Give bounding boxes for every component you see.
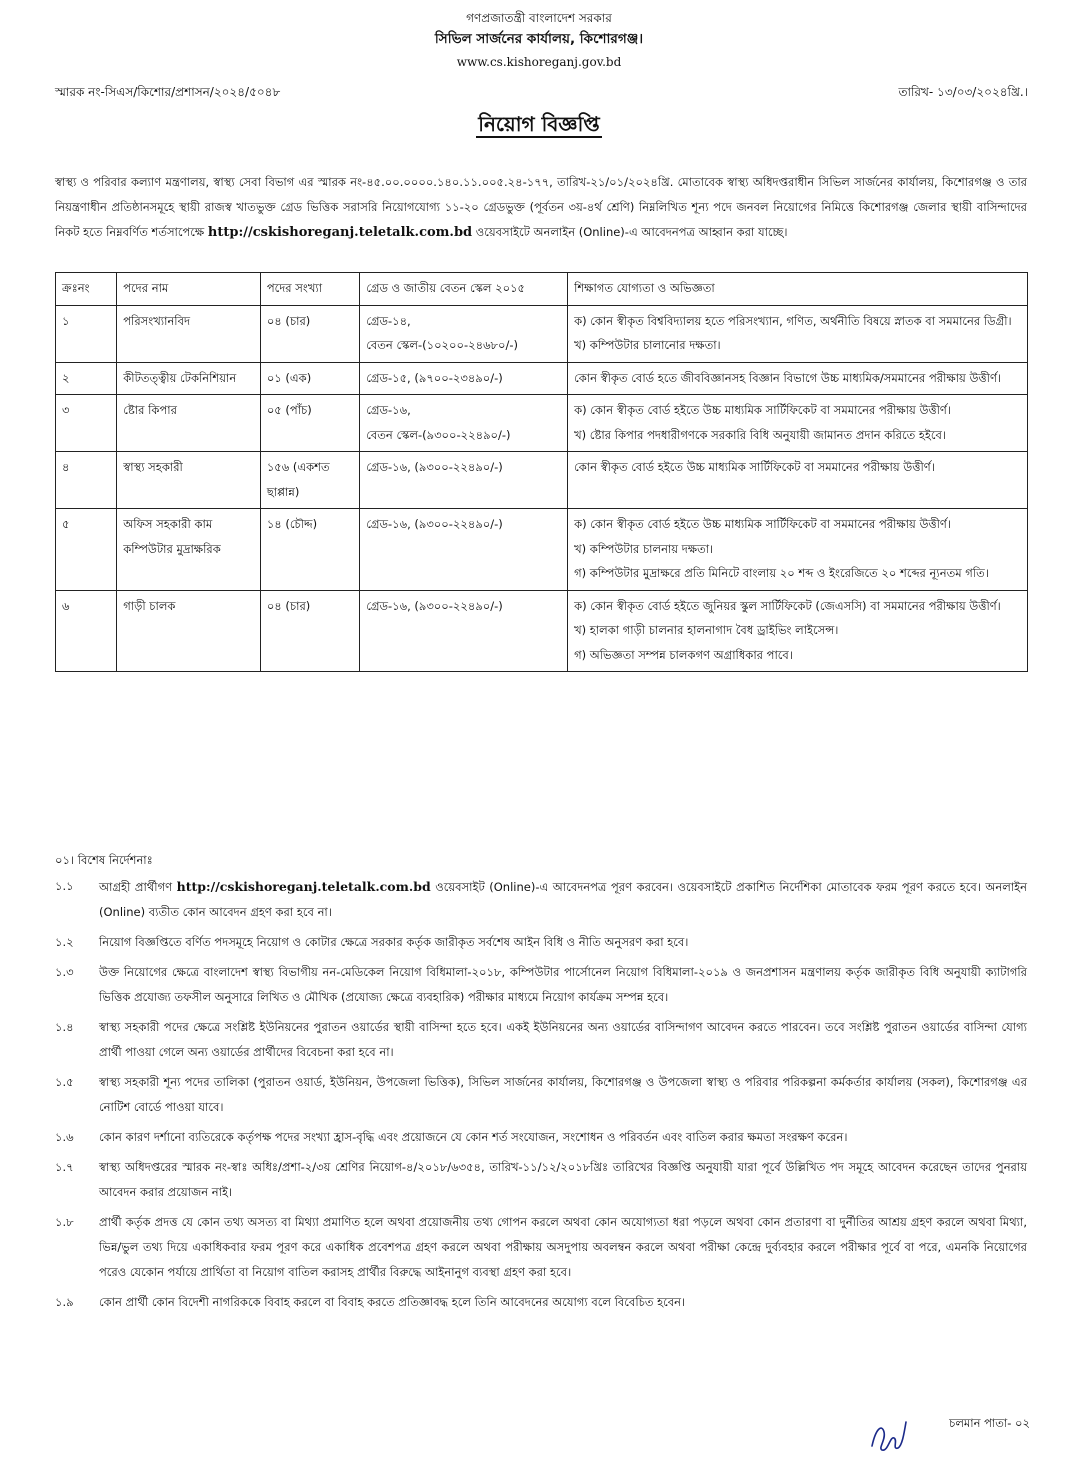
item-text: কোন কারণ দর্শানো ব্যতিরেকে কর্তৃপক্ষ পদের সংখ্যা হ্রাস-বৃদ্ধি এবং প্রয়োজনে যে কোন শর্ত সংযোজন, সংশোধন ও পরিবর্তন এবং বাতিল করার ক্ষমতা সংরক্ষণ করেন। — [99, 1130, 848, 1144]
qualification-line: খ) কম্পিউটার চালানোর দক্ষতা। — [574, 338, 721, 352]
item-number: ১.৭ — [55, 1160, 74, 1174]
grade-line: গ্রেড-১৫, (৯৭০০-২৩৪৯০/-) — [366, 370, 503, 385]
col-post: পদের নাম — [117, 273, 261, 306]
grade-line: গ্রেড-১৪, — [366, 313, 411, 328]
qualification-line: কোন স্বীকৃত বোর্ড হইতে উচ্চ মাধ্যমিক সার্টিফিকেট বা সমমানের পরীক্ষায় উত্তীর্ণ। — [574, 460, 935, 474]
table-row — [56, 362, 1028, 395]
instruction-list — [55, 874, 1027, 1320]
grade-line: গ্রেড-১৬, (৯৩০০-২২৪৯০/-) — [366, 598, 503, 613]
qualification-line: ক) কোন স্বীকৃত বোর্ড হইতে উচ্চ মাধ্যমিক সার্টিফিকেট বা সমমানের পরীক্ষায় উত্তীর্ণ। — [574, 403, 951, 417]
list-item — [55, 1070, 1027, 1120]
signature-icon — [868, 1418, 908, 1454]
list-item — [55, 930, 1027, 955]
list-item — [55, 1015, 1027, 1065]
item-number: ১.৬ — [55, 1130, 74, 1144]
table-row — [56, 590, 1028, 672]
row-count: ১৪ (চৌদ্দ) — [260, 509, 359, 591]
notice-title: নিয়োগ বিজ্ঞপ্তি — [478, 112, 600, 136]
col-qualification: শিক্ষাগত যোগ্যতা ও অভিজ্ঞতা — [568, 273, 1028, 306]
grade-line: গ্রেড-১৬, — [366, 403, 411, 417]
table-row — [56, 452, 1028, 509]
row-count: ১৫৬ (একশত ছাপ্পান্ন) — [260, 452, 359, 509]
item-text: নিয়োগ বিজ্ঞপ্তিতে বর্ণিত পদসমূহে নিয়োগ ও কোটার ক্ষেত্রে সরকার কর্তৃক জারীকৃত সর্বশেষ আইন বিধি ও নীতি অনুসরণ করা হবে। — [99, 935, 689, 949]
row-serial: ৩ — [56, 395, 117, 452]
list-item — [55, 960, 1027, 1010]
list-item — [55, 874, 1027, 925]
item-text: স্বাস্থ্য সহকারী শূন্য পদের তালিকা (পুরাতন ওয়ার্ড, ইউনিয়ন, উপজেলা ভিত্তিক), সিভিল সার্জনের কার্যালয়, কিশোরগঞ্জ ও উপজেলা স্বাস্থ্য ও পরিবার পরিকল্পনা কর্মকর্তার কার্যালয় (সকল), কিশোরগঞ্জ এর নোটিশ বোর্ডে পাওয়া যাবে। — [99, 1075, 1027, 1114]
row-grade — [360, 305, 568, 362]
table-header-row — [56, 273, 1028, 306]
row-post: অফিস সহকারী কাম কম্পিউটার মুদ্রাক্ষরিক — [117, 509, 261, 591]
list-item — [55, 1155, 1027, 1205]
qualification-line: ক) কোন স্বীকৃত বোর্ড হইতে জুনিয়র স্কুল সার্টিফিকেট (জেএসসি) বা সমমানের পরীক্ষায় উত্তীর্ণ। — [574, 598, 1001, 613]
row-qualification — [568, 509, 1028, 591]
qualification-line: গ) কম্পিউটার মুদ্রাক্ষরে প্রতি মিনিটে বাংলায় ২০ শব্দ ও ইংরেজিতে ২০ শব্দের ন্যূনতম গতি। — [574, 566, 989, 580]
row-grade — [360, 395, 568, 452]
intro-text-1: স্বাস্থ্য ও পরিবার কল্যাণ মন্ত্রণালয়, স্বাস্থ্য সেবা বিভাগ এর স্মারক নং-৪৫.০০.০০০০.১৪০.১১.০০৫.২৪-১৭৭, তারিখ-২১/০১/২০২৪খ্রি. মোতাবেক স্বাস্থ্য অধিদপ্তরাধীন সিভিল সার্জনের কার্যালয়, কিশোরগঞ্জ ও তার নিয়ন্ত্রণাধীন প্রতিষ্ঠানসমূহে স্থায়ী রাজস্ব খাতভুক্ত গ্রেড ভিত্তিক সরাসরি নিয়োগযোগ্য ১১-২০ গ্রেডভুক্ত (পূর্বতন ৩য়-৪র্থ শ্রেণি) নিম্নলিখিত শূন্য পদে জনবল নিয়োগের নিমিত্তে কিশোরগঞ্জ জেলার স্থায়ী বাসিন্দাদের নিকট হতে নিম্নবর্ণিত শর্তসাপেক্ষে — [55, 175, 1027, 239]
row-grade — [360, 362, 568, 395]
item-text: স্বাস্থ্য সহকারী পদের ক্ষেত্রে সংশ্লিষ্ট ইউনিয়নের পুরাতন ওয়ার্ডের স্থায়ী বাসিন্দা হতে হবে। একই ইউনিয়নের অন্য ওয়ার্ডের বাসিন্দাগণ আবেদন করতে পারবেন। তবে সংশ্লিষ্ট পুরাতন ওয়ার্ডের বাসিন্দা যোগ্য প্রার্থী পাওয়া গেলে অন্য ওয়ার্ডের প্রার্থীদের বিবেচনা করা হবে না। — [99, 1020, 1027, 1059]
qualification-line: ক) কোন স্বীকৃত বোর্ড হইতে উচ্চ মাধ্যমিক সার্টিফিকেট বা সমমানের পরীক্ষায় উত্তীর্ণ। — [574, 517, 951, 531]
row-count: ০৫ (পাঁচ) — [260, 395, 359, 452]
row-serial: ৫ — [56, 509, 117, 591]
row-post: ষ্টোর কিপার — [117, 395, 261, 452]
item-text: স্বাস্থ্য অধিদপ্তরের স্মারক নং-স্বাঃ অধিঃ/প্রশা-২/৩য় শ্রেণির নিয়োগ-৪/২০১৮/৬৩৫৪, তারিখ-১১/১২/২০১৮খ্রিঃ তারিখের বিজ্ঞপ্তি অনুযায়ী যারা পূর্বে উল্লিখিত পদ সমূহে আবেদন করেছেন তাদের পুনরায় আবেদন করার প্রয়োজন নাই। — [99, 1160, 1027, 1199]
application-url: http://cskishoreganj.teletalk.com.bd — [207, 225, 473, 240]
row-grade — [360, 590, 568, 672]
item-text — [99, 874, 1027, 925]
item-number: ১.২ — [55, 935, 74, 949]
row-grade — [360, 509, 568, 591]
table-row — [56, 395, 1028, 452]
row-qualification — [568, 590, 1028, 672]
col-serial: ক্রঃনং — [56, 273, 117, 306]
intro-paragraph — [55, 170, 1027, 245]
list-item — [55, 1290, 1027, 1315]
office-name: সিভিল সার্জনের কার্যালয়, কিশোরগঞ্জ। — [434, 31, 644, 47]
item-text: কোন প্রার্থী কোন বিদেশী নাগরিককে বিবাহ করলে বা বিবাহ করতে প্রতিজ্ঞাবদ্ধ হলে তিনি আবেদনের অযোগ্য বলে বিবেচিত হবেন। — [99, 1295, 686, 1309]
memo-date: তারিখ- ১৩/০৩/২০২৪খ্রি.। — [898, 85, 1028, 99]
qualification-line: কোন স্বীকৃত বোর্ড হতে জীববিজ্ঞানসহ বিজ্ঞান বিভাগে উচ্চ মাধ্যমিক/সমমানের পরীক্ষায় উত্তীর্ণ। — [574, 370, 1002, 385]
row-qualification — [568, 395, 1028, 452]
row-serial: ৬ — [56, 590, 117, 672]
row-serial: ১ — [56, 305, 117, 362]
row-count: ০১ (এক) — [260, 362, 359, 395]
special-instructions-heading: ০১। বিশেষ নির্দেশনাঃ — [55, 853, 153, 867]
grade-line: বেতন স্কেল-(৯৩০০-২২৪৯০/-) — [366, 427, 511, 442]
row-serial: ২ — [56, 362, 117, 395]
notice-title-wrap — [0, 110, 1078, 143]
grade-line: বেতন স্কেল-(১০২০০-২৪৬৮০/-) — [366, 338, 518, 352]
col-grade: গ্রেড ও জাতীয় বেতন স্কেল ২০১৫ — [360, 273, 568, 306]
qualification-line: খ) ষ্টোর কিপার পদধারীগণকে সরকারি বিধি অনুযায়ী জামানত প্রদান করিতে হইবে। — [574, 427, 947, 442]
item-text-pre: আগ্রহী প্রার্থীগণ — [99, 880, 173, 894]
item-text: প্রার্থী কর্তৃক প্রদত্ত যে কোন তথ্য অসত্য বা মিথ্যা প্রমাণিত হলে অথবা প্রয়োজনীয় তথ্য গোপন করলে অথবা কোন অযোগ্যতা ধরা পড়লে অথবা কোন প্রতারণা বা দুর্নীতির আশ্রয় গ্রহণ করলে অথবা মিথ্যা, ভিন্ন/ভুল তথ্য দিয়ে একাধিকবার ফরম পূরণ করে একাধিক প্রবেশপত্র গ্রহণ করলে অথবা পরীক্ষায় অসদুপায় অবলম্বন করলে অথবা পরীক্ষা কেন্দ্রে দুর্ব্যবহার করলে পরীক্ষার পূর্বে বা পরে, এমনকি নিয়োগের পরেও যেকোন পর্যায়ে প্রার্থিতা বা নিয়োগ বাতিল করাসহ প্রার্থীর বিরুদ্ধে আইনানুগ ব্যবস্থা গ্রহণ করা হবে। — [99, 1215, 1027, 1279]
intro-text-2: ওয়েবসাইটে অনলাইন (Online)-এ আবেদনপত্র আহ্বান করা যাচ্ছে। — [475, 225, 788, 239]
row-count: ০৪ (চার) — [260, 590, 359, 672]
grade-line: গ্রেড-১৬, (৯৩০০-২২৪৯০/-) — [366, 460, 503, 474]
row-post: পরিসংখ্যানবিদ — [117, 305, 261, 362]
row-qualification — [568, 362, 1028, 395]
qualification-line: খ) হালকা গাড়ী চালনার হালনাগাদ বৈধ ড্রাইভিং লাইসেন্স। — [574, 623, 839, 637]
table-row — [56, 509, 1028, 591]
item-number: ১.৫ — [55, 1075, 74, 1089]
row-count: ০৪ (চার) — [260, 305, 359, 362]
item-number: ১.৮ — [55, 1215, 74, 1229]
government-name: গণপ্রজাতন্ত্রী বাংলাদেশ সরকার — [466, 11, 612, 25]
office-website: www.cs.kishoreganj.gov.bd — [456, 55, 622, 69]
item-number: ১.৪ — [55, 1020, 74, 1034]
continued-page-note: চলমান পাতা- ০২ — [949, 1416, 1030, 1430]
row-qualification — [568, 305, 1028, 362]
qualification-line: খ) কম্পিউটার চালনায় দক্ষতা। — [574, 541, 714, 556]
posts-table — [55, 272, 1028, 672]
item-number: ১.৯ — [55, 1295, 74, 1309]
row-post: গাড়ী চালক — [117, 590, 261, 672]
memo-number: স্মারক নং-সিএস/কিশোর/প্রশাসন/২০২৪/৫০৪৮ — [55, 85, 281, 99]
row-post: কীটতত্ত্বীয় টেকনিশিয়ান — [117, 362, 261, 395]
item-text-post: ওয়েবসাইট (Online)-এ আবেদনপত্র পূরণ করবেন। ওয়েবসাইটে প্রকাশিত নির্দেশিকা মোতাবেক ফরম পূরণ করতে হবে। অনলাইন (Online) ব্যতীত কোন আবেদন গ্রহণ করা হবে না। — [99, 880, 1028, 919]
letterhead — [0, 8, 1078, 74]
item-number: ১.১ — [55, 879, 74, 893]
application-url: http://cskishoreganj.teletalk.com.bd — [176, 879, 431, 894]
table-row — [56, 305, 1028, 362]
list-item — [55, 1210, 1027, 1285]
item-text: উক্ত নিয়োগের ক্ষেত্রে বাংলাদেশ স্বাস্থ্য বিভাগীয় নন-মেডিকেল নিয়োগ বিধিমালা-২০১৮, কম্পিউটার পার্সোনেল নিয়োগ বিধিমালা-২০১৯ ও জনপ্রশাসন মন্ত্রণালয় কর্তৃক জারীকৃত বিধি অনুযায়ী ক্যাটাগরি ভিত্তিক প্রযোজ্য তফসীল অনুসারে লিখিত ও মৌখিক (প্রযোজ্য ক্ষেত্রে ব্যবহারিক) পরীক্ষার মাধ্যমে নিয়োগ কার্যক্রম সম্পন্ন হবে। — [99, 965, 1027, 1004]
list-item — [55, 1125, 1027, 1150]
item-number: ১.৩ — [55, 965, 74, 979]
row-serial: ৪ — [56, 452, 117, 509]
row-grade — [360, 452, 568, 509]
row-post: স্বাস্থ্য সহকারী — [117, 452, 261, 509]
row-qualification — [568, 452, 1028, 509]
col-count: পদের সংখ্যা — [260, 273, 359, 306]
grade-line: গ্রেড-১৬, (৯৩০০-২২৪৯০/-) — [366, 517, 503, 531]
qualification-line: গ) অভিজ্ঞতা সম্পন্ন চালকগণ অগ্রাধিকার পাবে। — [574, 647, 793, 662]
qualification-line: ক) কোন স্বীকৃত বিশ্ববিদ্যালয় হতে পরিসংখ্যান, গণিত, অর্থনীতি বিষয়ে স্নাতক বা সমমানের ডিগ্রী। — [574, 313, 1012, 328]
